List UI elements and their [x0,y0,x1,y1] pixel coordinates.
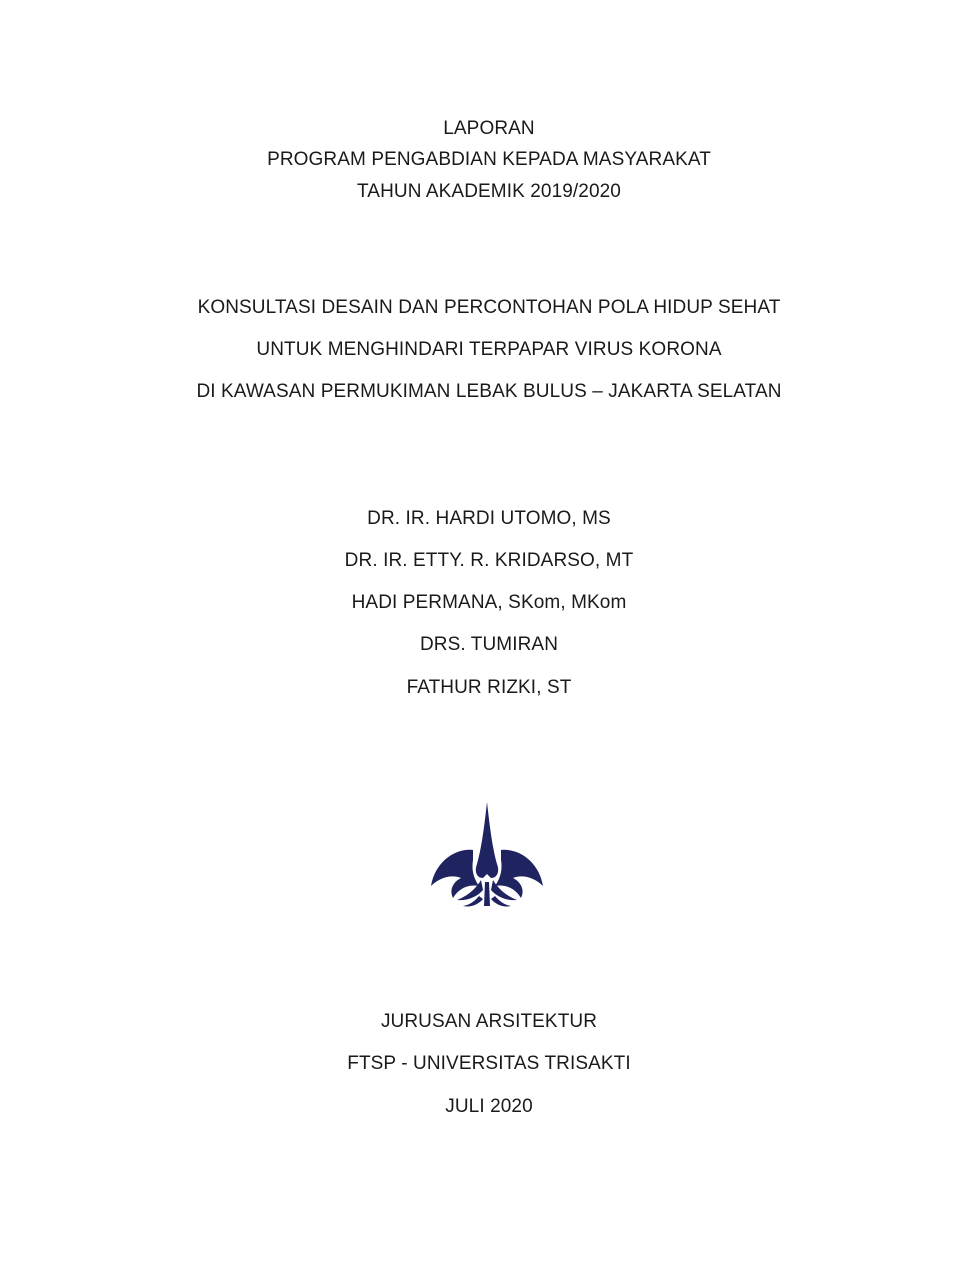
author-4: DRS. TUMIRAN [419,634,559,655]
department-name: JURUSAN ARSITEKTUR [380,1011,598,1032]
report-label: LAPORAN [443,118,535,139]
author-3: HADI PERMANA, SKom, MKom [351,592,627,613]
academic-year: TAHUN AKADEMIK 2019/2020 [357,181,621,202]
university-emblem-icon [427,800,547,910]
document-title-line-2: UNTUK MENGHINDARI TERPAPAR VIRUS KORONA [256,339,722,360]
report-date: JULI 2020 [445,1096,533,1117]
document-title-line-1: KONSULTASI DESAIN DAN PERCONTOHAN POLA HIDUP SEHAT [197,297,781,318]
author-1: DR. IR. HARDI UTOMO, MS [367,508,611,529]
author-5: FATHUR RIZKI, ST [406,677,572,698]
author-2: DR. IR. ETTY. R. KRIDARSO, MT [344,550,634,571]
faculty-university: FTSP - UNIVERSITAS TRISAKTI [347,1053,631,1074]
program-title: PROGRAM PENGABDIAN KEPADA MASYARAKAT [267,149,711,170]
document-title-line-3: DI KAWASAN PERMUKIMAN LEBAK BULUS – JAKARTA SELATAN [196,381,782,402]
